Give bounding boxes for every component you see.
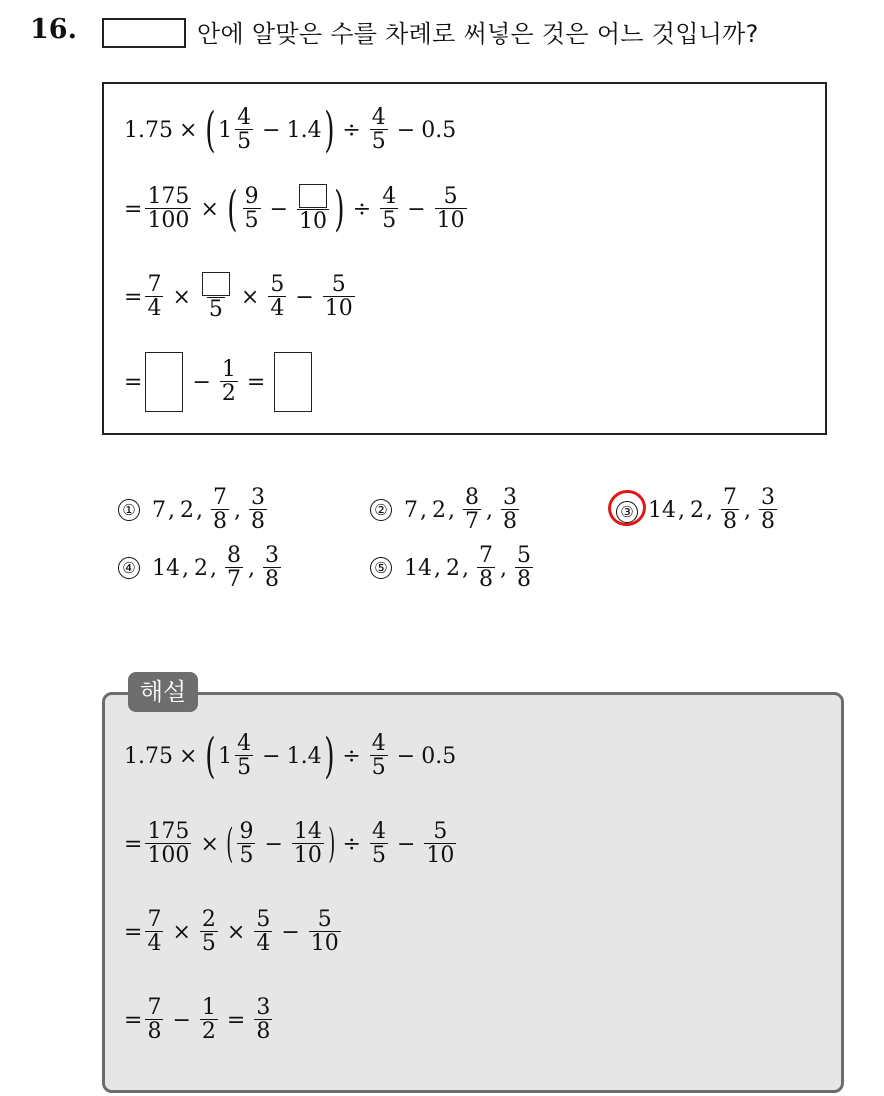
fraction: $\frac{4}{5}$ [237, 731, 252, 781]
fraction: $\frac{4}{5}$ [371, 105, 386, 155]
operator: ÷ [342, 831, 361, 857]
fraction: $\frac{7}{8}$ [213, 485, 227, 535]
fraction: $\frac{4}{5}$ [237, 105, 252, 155]
equals: = [124, 284, 143, 310]
operator: − [192, 369, 211, 395]
operator: × [178, 743, 198, 769]
fraction: $\frac{5}{10}$ [324, 271, 353, 322]
choice-3[interactable]: ③ 14 , 2 , $\frac{7}{8}$ , $\frac{3}{8}$ [616, 486, 780, 534]
fraction: $\frac{5}{10}$ [310, 907, 339, 957]
choice-value: 14 [404, 555, 432, 581]
problem-line-3 [124, 272, 358, 322]
fraction: $\frac{1}{2}$ [201, 995, 216, 1045]
equals: = [124, 196, 143, 222]
mixed-whole: 1 [218, 117, 233, 143]
solution-line-1 [124, 728, 457, 785]
operator: × [172, 919, 191, 945]
fraction: $\frac{2}{5}$ [201, 907, 216, 957]
operator: − [172, 1007, 191, 1033]
solution-line-2 [124, 820, 459, 868]
choice-value: 2 [446, 555, 460, 581]
choice-value: 2 [180, 497, 194, 523]
fraction: $\frac{9}{5}$ [244, 183, 259, 234]
solution-tag: 해설 [128, 672, 198, 712]
choice-value: 14 [648, 497, 676, 523]
fraction: $\frac{175}{100}$ [147, 819, 190, 869]
fraction: $\frac{5}{4}$ [270, 271, 285, 322]
choice-5[interactable]: ⑤ 14 , 2 , $\frac{7}{8}$ , $\frac{5}{8}$ [370, 544, 536, 592]
fraction: $\frac{14}{10}$ [293, 819, 322, 869]
operator: × [240, 284, 260, 310]
fraction-with-blank: 10 [297, 184, 329, 234]
red-circle-icon [605, 486, 650, 529]
problem-line-2 [124, 181, 470, 238]
operator: − [396, 117, 416, 143]
value: 0.5 [421, 117, 457, 143]
fraction: $\frac{7}{8}$ [723, 485, 737, 535]
fraction: $\frac{5}{8}$ [517, 543, 531, 593]
fraction: $\frac{7}{4}$ [147, 907, 162, 957]
fraction: $\frac{4}{5}$ [371, 731, 386, 781]
choice-number: ① [118, 499, 140, 521]
operator: × [178, 117, 198, 143]
fraction: $\frac{5}{10}$ [426, 819, 455, 869]
value: 1.4 [286, 743, 322, 769]
operator: × [226, 919, 246, 945]
paren-open: ( [226, 821, 234, 868]
fraction: $\frac{3}{8}$ [503, 485, 517, 535]
paren-close: ) [323, 728, 335, 785]
choice-value: 7 [404, 497, 418, 523]
equals: = [124, 919, 143, 945]
fraction: $\frac{8}{7}$ [227, 543, 241, 593]
operator: × [200, 196, 219, 222]
operator: − [396, 743, 416, 769]
solution-line-4 [124, 996, 275, 1044]
choice-4[interactable]: ④ 14 , 2 , $\frac{8}{7}$ , $\frac{3}{8}$ [118, 544, 284, 592]
choice-1[interactable]: ① 7 , 2 , $\frac{7}{8}$ , $\frac{3}{8}$ [118, 486, 270, 534]
selected-answer-mark [616, 498, 648, 523]
blank-box [145, 352, 183, 412]
choice-number: ④ [118, 557, 140, 579]
choice-number: ② [370, 499, 392, 521]
problem-line-4 [124, 352, 315, 412]
equals: = [124, 369, 143, 395]
fraction: $\frac{3}{8}$ [256, 995, 271, 1045]
fraction: $\frac{4}{5}$ [371, 819, 386, 869]
fraction: $\frac{7}{4}$ [147, 271, 162, 322]
fraction: $\frac{5}{10}$ [436, 183, 465, 234]
operator: ÷ [342, 743, 361, 769]
fraction: $\frac{7}{8}$ [147, 995, 162, 1045]
value: 1.75 [124, 743, 173, 769]
operator: − [295, 284, 314, 310]
fraction: $\frac{4}{5}$ [382, 183, 397, 234]
fraction-with-blank: 5 [200, 272, 232, 322]
answer-blank-box [102, 18, 186, 48]
choice-number: ⑤ [370, 557, 392, 579]
equals: = [124, 831, 143, 857]
fraction: $\frac{3}{8}$ [251, 485, 265, 535]
blank-box [299, 184, 327, 208]
paren-close: ) [328, 821, 336, 868]
choice-value: 2 [194, 555, 208, 581]
equals: = [226, 1007, 246, 1033]
paren-close: ) [334, 181, 345, 238]
value: 1.4 [286, 117, 322, 143]
fraction: $\frac{3}{8}$ [761, 485, 775, 535]
value: 1.75 [124, 117, 173, 143]
solution-line-3 [124, 908, 344, 956]
choice-value: 2 [432, 497, 446, 523]
operator: − [262, 743, 281, 769]
fraction: $\frac{8}{7}$ [465, 485, 479, 535]
fraction: $\frac{5}{4}$ [256, 907, 271, 957]
operator: − [264, 831, 283, 857]
choice-value: 14 [152, 555, 180, 581]
fraction: $\frac{175}{100}$ [147, 183, 190, 234]
operator: − [396, 831, 416, 857]
operator: × [200, 831, 219, 857]
operator: − [407, 196, 426, 222]
operator: ÷ [352, 196, 372, 222]
problem-line-1 [124, 102, 457, 159]
value: 0.5 [421, 743, 457, 769]
operator: − [262, 117, 281, 143]
paren-open: ( [227, 181, 238, 238]
paren-close: ) [323, 102, 335, 159]
fraction: $\frac{1}{2}$ [221, 356, 236, 406]
operator: − [281, 919, 300, 945]
choice-2[interactable]: ② 7 , 2 , $\frac{8}{7}$ , $\frac{3}{8}$ [370, 486, 522, 534]
blank-box [274, 352, 312, 412]
operator: − [269, 196, 289, 222]
question-number: 16. [30, 14, 77, 45]
fraction: $\frac{9}{5}$ [239, 819, 254, 869]
paren-open: ( [205, 728, 216, 785]
equals: = [124, 1007, 143, 1033]
mixed-whole: 1 [218, 743, 233, 769]
choice-number: ③ [616, 501, 638, 523]
choice-value: 2 [690, 497, 704, 523]
question-text: 안에 알맞은 수를 차례로 써넣은 것은 어느 것입니까? [197, 20, 759, 48]
fraction: $\frac{3}{8}$ [265, 543, 279, 593]
blank-box [202, 272, 230, 296]
operator: ÷ [342, 117, 361, 143]
operator: × [172, 284, 191, 310]
fraction: $\frac{7}{8}$ [479, 543, 493, 593]
choice-value: 7 [152, 497, 166, 523]
equals: = [246, 369, 266, 395]
paren-open: ( [205, 102, 216, 159]
